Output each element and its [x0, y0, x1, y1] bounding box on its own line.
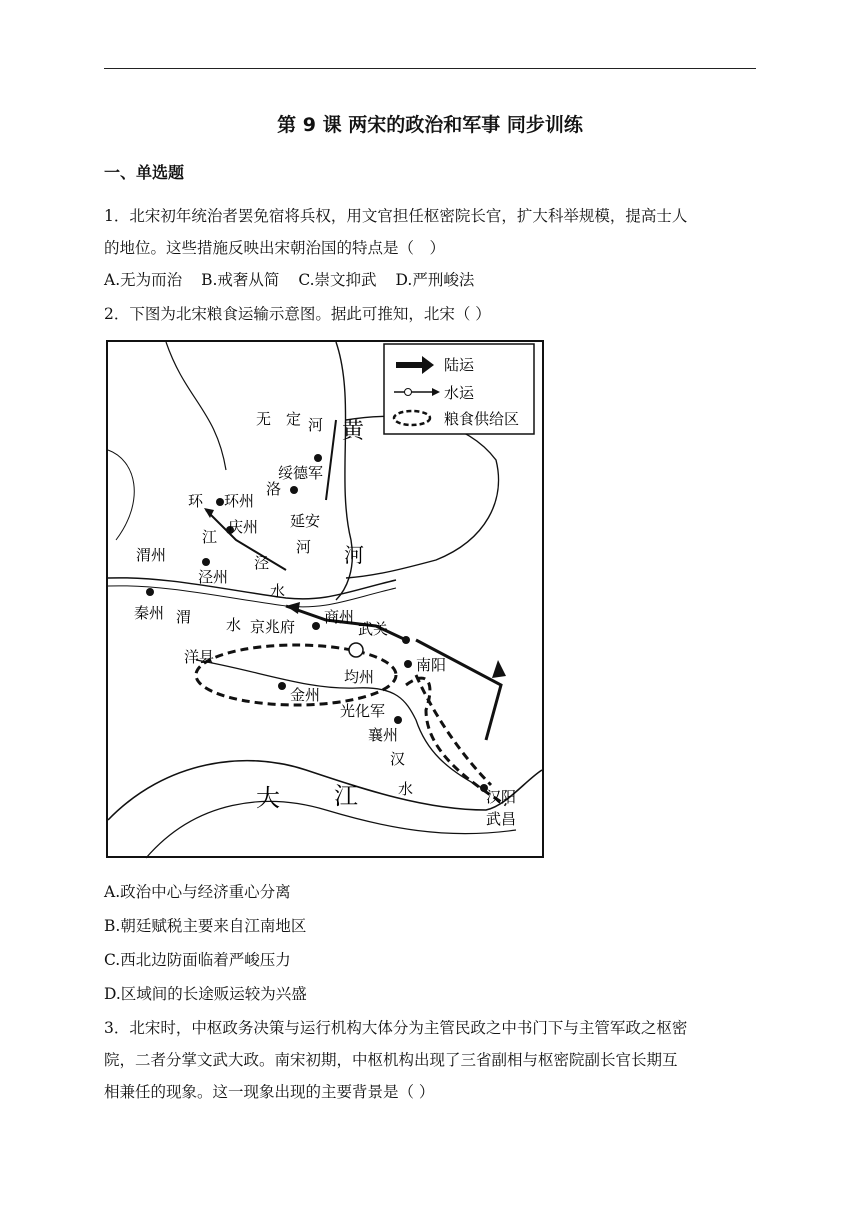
legend-land: 陆运: [444, 356, 475, 374]
map-label-shangzhou: 商州: [324, 608, 355, 626]
map-label-huang: 黄: [342, 419, 365, 444]
map-label-han: 汉: [390, 750, 406, 768]
map-label-nanyang: 南阳: [416, 656, 447, 674]
map-label-jinzhou: 金州: [290, 686, 321, 704]
q1-option-d[interactable]: D.严刑峻法: [395, 271, 475, 289]
q2-option-c[interactable]: C.西北边防面临着严峻压力: [104, 951, 291, 969]
q3-stem-line-2: 院，二者分掌文武大政。南宋初期，中枢机构出现了三省副相与枢密院副长官长期互: [104, 1051, 678, 1069]
map-label-wuchang: 武昌: [486, 810, 517, 828]
q2-option-a[interactable]: A.政治中心与经济重心分离: [104, 883, 291, 901]
map-label-wei: 渭: [176, 608, 192, 626]
grain-transport-map: [106, 340, 546, 860]
map-label-luo: 洛: [266, 480, 282, 498]
map-label-jingzhaofu: 京兆府: [250, 618, 296, 636]
legend-water: 水运: [444, 384, 475, 402]
q2-option-d[interactable]: D.区域间的长途贩运较为兴盛: [104, 985, 307, 1003]
section-heading: 一、单选题: [104, 163, 185, 182]
map-label-shui-2: 水: [226, 616, 242, 634]
q3-stem-line-3: 相兼任的现象。这一现象出现的主要背景是（ ）: [104, 1083, 435, 1101]
q1-option-c[interactable]: C.崇文抑武: [298, 271, 377, 289]
map-label-weizhou: 渭州: [136, 546, 167, 564]
header-rule: [104, 68, 756, 69]
q1-stem-line-2: 的地位。这些措施反映出宋朝治国的特点是（ ）: [104, 239, 446, 257]
map-label-wuding: 无 定: [256, 410, 302, 428]
q2-option-b[interactable]: B.朝廷赋税主要来自江南地区: [104, 917, 307, 935]
map-label-qingzhou: 庆州: [228, 518, 259, 536]
map-label-junzhou: 均州: [344, 668, 375, 686]
q3-stem-line-1: 3．北宋时，中枢政务决策与运行机构大体分为主管民政之中书门下与主管军政之枢密: [104, 1019, 688, 1037]
map-label-huan: 环: [188, 492, 204, 510]
map-label-jing: 泾: [254, 554, 270, 572]
map-label-qinzhou: 秦州: [134, 604, 165, 622]
map-label-hanyang: 汉阳: [486, 788, 517, 806]
map-label-jiang: 江: [202, 528, 218, 546]
map-label-jingzhou: 泾州: [198, 568, 229, 586]
map-label-yangxian: 洋县: [184, 648, 215, 666]
q2-stem: 2．下图为北宋粮食运输示意图。据此可推知，北宋（ ）: [104, 305, 491, 323]
q1-option-a[interactable]: A.无为而治: [104, 271, 183, 289]
legend-supply: 粮食供给区: [444, 410, 520, 428]
page-title: 第 9 课 两宋的政治和军事 同步训练: [277, 114, 583, 136]
q1-stem-line-1: 1．北宋初年统治者罢免宿将兵权，用文官担任枢密院长官，扩大科举规模，提高士人: [104, 207, 688, 225]
map-label-wuguan: 武关: [358, 620, 389, 638]
q1-options: [104, 268, 488, 290]
map-label-jiang-2: 江: [334, 782, 358, 810]
map-label-da: 大: [256, 784, 280, 812]
map-label-xiangzhou: 襄州: [368, 726, 399, 744]
map-label-shui: 水: [270, 582, 286, 600]
map-label-he-3: 河: [344, 543, 364, 567]
map-label-huanzhou: 环州: [224, 492, 255, 510]
map-label-he-2: 河: [296, 538, 312, 556]
map-label-he: 河: [308, 416, 324, 434]
q1-option-b[interactable]: B.戒奢从简: [201, 271, 280, 289]
map-label-guanghuajun: 光化军: [340, 702, 386, 720]
map-label-yanan: 延安: [290, 512, 321, 530]
map-label-suide: 绥德军: [278, 464, 324, 482]
map-label-shui-3: 水: [398, 780, 414, 798]
